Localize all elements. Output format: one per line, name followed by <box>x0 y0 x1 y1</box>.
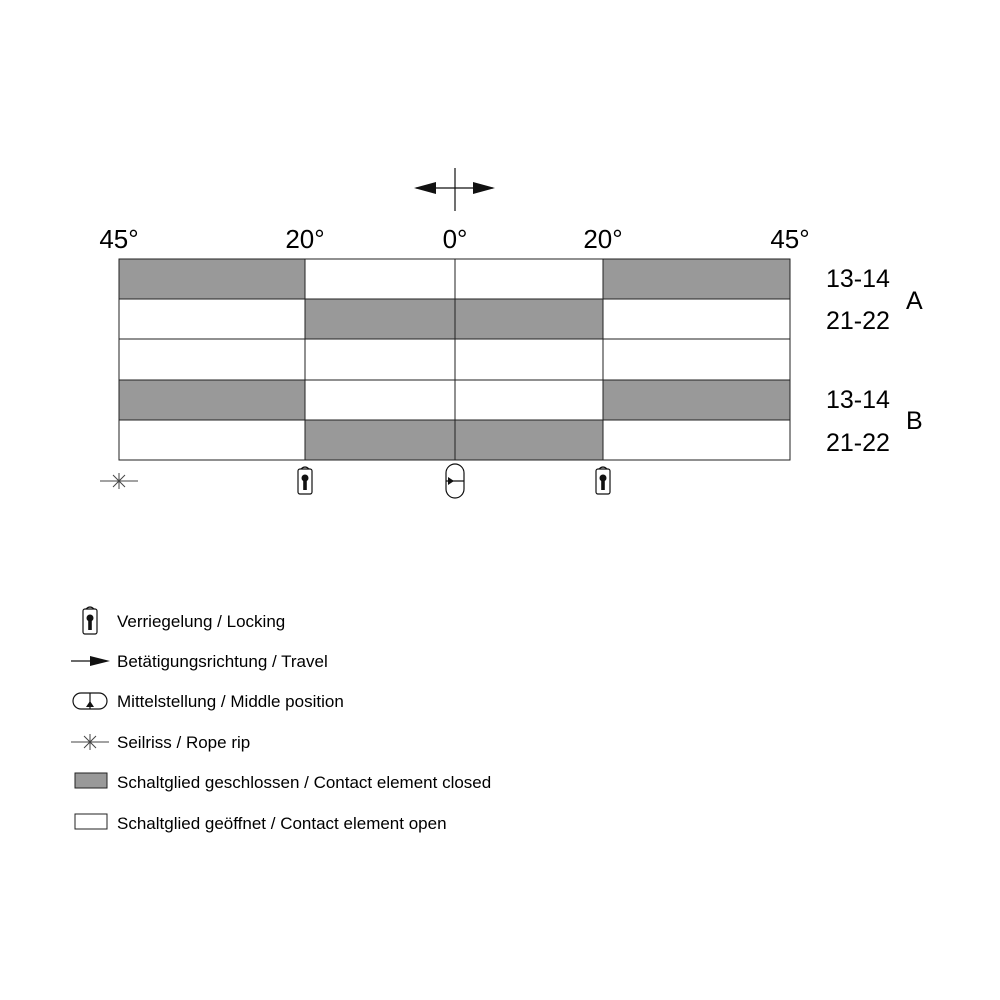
contact-segment-open <box>455 339 603 380</box>
legend-text-locking: Verriegelung / Locking <box>117 612 286 631</box>
contact-segment-open <box>455 380 603 420</box>
middle-position-icon <box>446 464 464 498</box>
legend-item-closed <box>75 773 491 792</box>
legend-text-open: Schaltglied geöffnet / Contact element open <box>117 814 447 833</box>
legend <box>71 607 491 833</box>
locking-icon <box>596 467 610 494</box>
rope-rip-icon <box>71 734 109 750</box>
angle-label-right-45: 45° <box>770 224 810 254</box>
contact-segment-closed <box>305 299 455 339</box>
legend-text-closed: Schaltglied geschlossen / Contact element closed <box>117 773 492 792</box>
legend-item-middle-position <box>73 692 344 711</box>
contact-segment-open <box>119 339 305 380</box>
contact-segment-open <box>119 299 305 339</box>
contact-segment-open <box>603 299 790 339</box>
open-swatch-icon <box>75 814 107 829</box>
contact-segment-closed <box>603 259 790 299</box>
contact-label-b1: 13-14 <box>826 386 890 414</box>
rope-rip-icon <box>100 473 138 489</box>
contact-segment-open <box>603 420 790 460</box>
contact-segment-closed <box>119 380 305 420</box>
travel-direction-icon <box>414 168 495 211</box>
contact-segment-open <box>119 420 305 460</box>
contact-labels <box>826 265 923 457</box>
contact-segment-open <box>305 259 455 299</box>
legend-item-open <box>75 814 447 833</box>
angle-label-right-20: 20° <box>583 224 623 254</box>
contact-label-b2: 21-22 <box>826 429 890 457</box>
legend-text-rope-rip: Seilriss / Rope rip <box>117 733 251 752</box>
travel-arrow-icon <box>71 656 110 666</box>
legend-text-middle-position: Mittelstellung / Middle position <box>117 692 344 711</box>
contact-segment-open <box>305 339 455 380</box>
contact-segment-open <box>603 339 790 380</box>
legend-item-locking <box>83 607 285 634</box>
contact-segment-closed <box>119 259 305 299</box>
contact-label-a1: 13-14 <box>826 265 890 293</box>
contact-segment-closed <box>455 299 603 339</box>
angle-label-0: 0° <box>442 224 468 254</box>
closed-swatch-icon <box>75 773 107 788</box>
contact-segment-closed <box>455 420 603 460</box>
angle-label-left-20: 20° <box>285 224 325 254</box>
contact-segment-closed <box>603 380 790 420</box>
contact-segment-open <box>305 380 455 420</box>
bottom-symbols <box>100 464 610 498</box>
legend-text-travel: Betätigungsrichtung / Travel <box>117 652 328 671</box>
middle-position-icon <box>73 693 107 709</box>
contact-segment-open <box>455 259 603 299</box>
legend-item-rope-rip <box>71 733 250 752</box>
angle-labels <box>99 224 809 254</box>
locking-icon <box>298 467 312 494</box>
contact-segment-closed <box>305 420 455 460</box>
contact-label-a2: 21-22 <box>826 307 890 335</box>
locking-icon <box>83 607 97 634</box>
group-label-a: A <box>906 287 923 315</box>
angle-label-left-45: 45° <box>99 224 139 254</box>
group-label-b: B <box>906 407 923 435</box>
legend-item-travel <box>71 652 328 671</box>
